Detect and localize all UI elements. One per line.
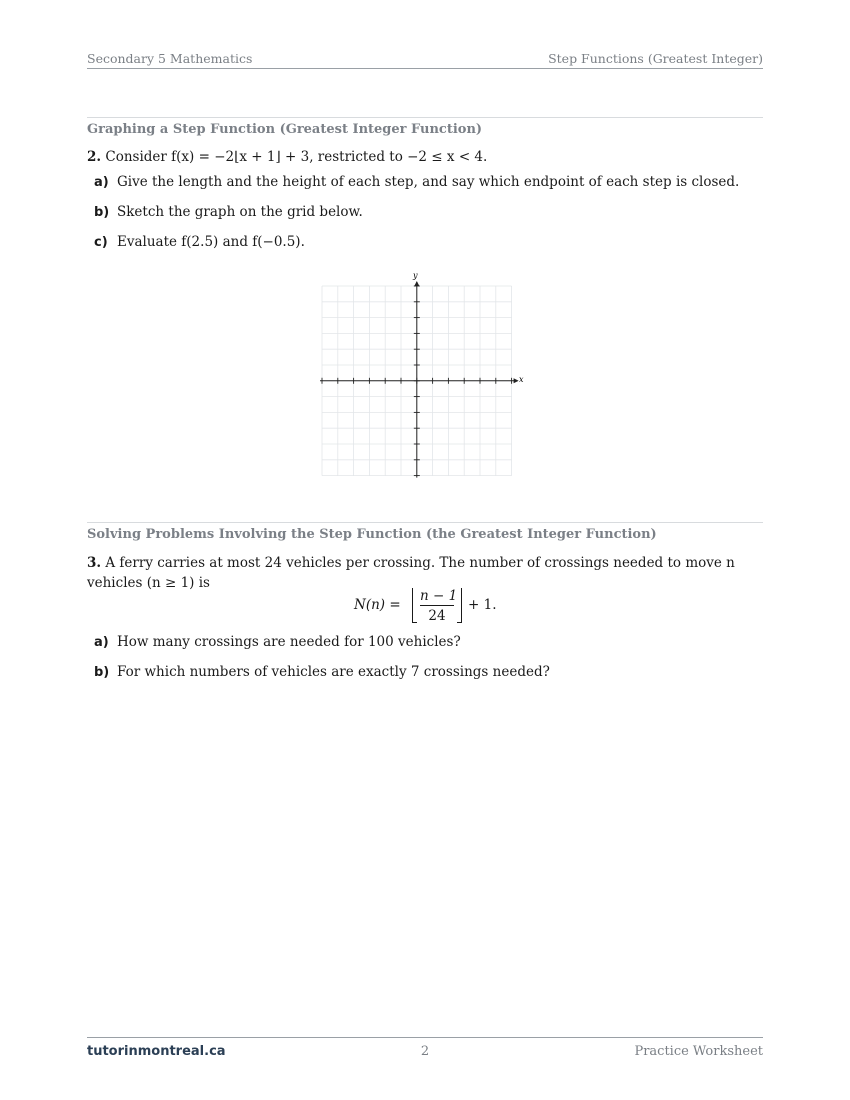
part-label: c) <box>94 235 108 250</box>
problem-2-part-a <box>94 172 739 193</box>
problem-3-part-b <box>94 662 550 683</box>
page-header <box>87 50 763 69</box>
problem-text: Consider f(x) = −2⌊x + 1⌋ + 3, restricted to −2 ≤ x < 4. <box>105 149 488 165</box>
problem-2-part-b <box>94 202 363 223</box>
problem-number: 3. <box>87 555 102 571</box>
part-text: Evaluate f(2.5) and f(−0.5). <box>117 234 305 250</box>
section-divider <box>87 522 763 523</box>
problem-2-part-c <box>94 232 305 253</box>
problem-2-statement <box>87 147 763 167</box>
x-arrow-icon <box>514 378 519 383</box>
y-axis-label: y <box>413 271 418 280</box>
problem-text: A ferry carries at most 24 vehicles per crossing. The number of crossings needed to move n vehicles (n ≥ 1) is <box>87 555 735 591</box>
header-topic: Step Functions (Greatest Integer) <box>548 51 763 66</box>
footer-site-link[interactable]: tutorinmontreal.ca <box>87 1044 226 1059</box>
section-title-graphing: Graphing a Step Function (Greatest Integer Function) <box>87 122 483 137</box>
formula-denominator: 24 <box>428 608 446 624</box>
formula-lhs: N(n) = <box>354 597 401 613</box>
part-text: How many crossings are needed for 100 vehicles? <box>117 634 461 650</box>
problem-3-part-a <box>94 632 461 653</box>
section-title-problems: Solving Problems Involving the Step Function (the Greatest Integer Function) <box>87 527 657 542</box>
formula-numerator: n − 1 <box>420 588 458 604</box>
footer-label: Practice Worksheet <box>634 1044 763 1059</box>
part-text: For which numbers of vehicles are exactly 7 crossings needed? <box>117 664 550 680</box>
part-label: b) <box>94 665 110 680</box>
coordinate-grid <box>316 268 536 480</box>
floor-bracket <box>412 586 462 624</box>
part-label: a) <box>94 635 109 650</box>
y-arrow-icon <box>414 281 419 286</box>
part-label: a) <box>94 175 109 190</box>
axes <box>320 281 519 478</box>
part-label: b) <box>94 205 110 220</box>
part-text: Give the length and the height of each step, and say which endpoint of each step is closed. <box>117 174 740 190</box>
part-text: Sketch the graph on the grid below. <box>117 204 363 220</box>
page-number: 2 <box>420 1044 430 1059</box>
formula-rhs: + 1. <box>468 597 497 613</box>
page-footer <box>87 1037 763 1062</box>
x-axis-label: x <box>519 375 524 384</box>
header-course: Secondary 5 Mathematics <box>87 51 253 66</box>
problem-number: 2. <box>87 149 102 165</box>
section-divider <box>87 117 763 118</box>
